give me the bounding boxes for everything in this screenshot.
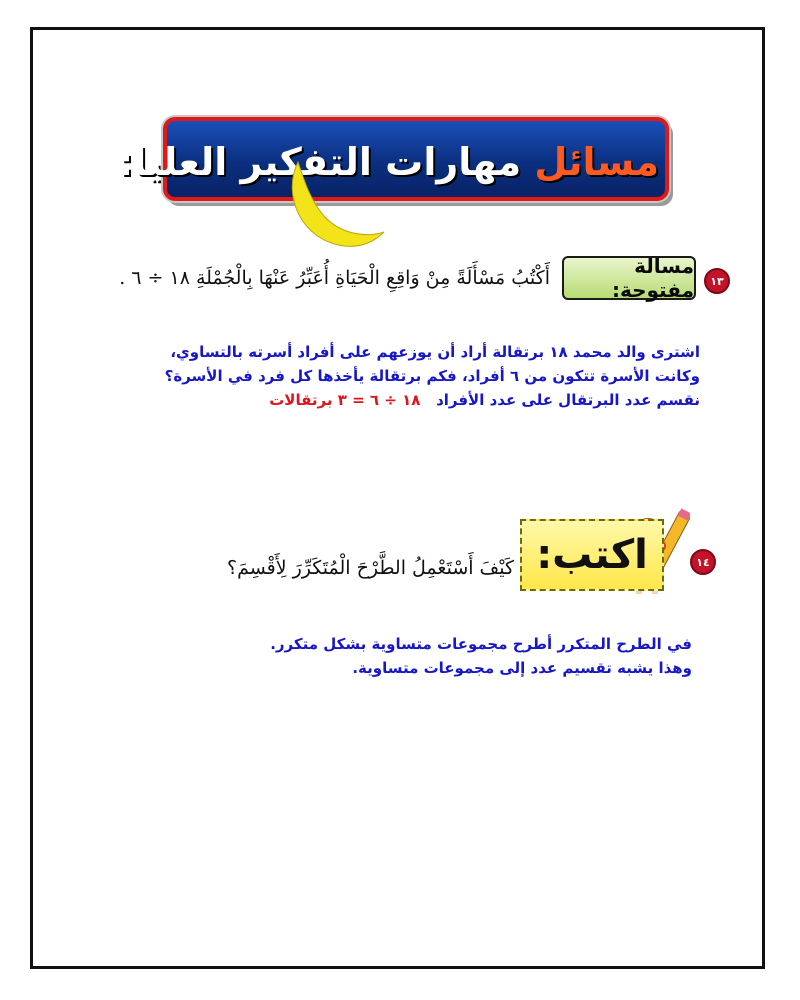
- page-title: [118, 129, 659, 195]
- answer-14-line-2: وهذا يشبه تقسيم عدد إلى مجموعات متساوية.: [352, 659, 692, 677]
- question-14-answer: [200, 632, 692, 680]
- crescent-moon-icon: [280, 154, 390, 264]
- header-banner: [118, 117, 669, 201]
- title-rest: مهارات التفكير العليا:: [118, 140, 535, 184]
- answer-14-line-1: في الطرح المتكرر أطرح مجموعات متساوية بشكل متكرر.: [270, 635, 692, 653]
- answer-13-calculation: ١٨ ÷ ٦ = ٣ برتقالات: [269, 391, 421, 409]
- question-13-text: أَكْتُبُ مَسْأَلَةً مِنْ وَاقِعِ الْحَيَاةِ أُعَبِّرُ عَنْهَا بِالْجُمْلَةِ ١٨ ÷ ٦ .: [119, 267, 550, 289]
- answer-13-line-2: وكانت الأسرة تتكون من ٦ أفراد، فكم برتقالة يأخذها كل فرد في الأسرة؟: [164, 367, 700, 385]
- open-problem-label: مسالة مفتوحة:: [562, 256, 696, 300]
- question-14-text: كَيْفَ أَسْتَعْمِلُ الطَّرْحَ الْمُتَكَرِّرَ لِأَقْسِمَ؟: [226, 557, 514, 579]
- question-13-answer: [96, 340, 700, 412]
- answer-13-line-3: [96, 388, 700, 412]
- answer-13-line-1: اشترى والد محمد ١٨ برتقالة أراد أن يوزعهم على أفراد أسرته بالتساوي،: [170, 343, 700, 361]
- title-highlight: مسائل: [534, 140, 659, 184]
- write-label: اكتب:: [520, 519, 664, 591]
- question-13-number-badge: ١٣: [704, 268, 730, 294]
- question-14-number-badge: ١٤: [690, 549, 716, 575]
- answer-13-line-3-prefix: نقسم عدد البرتقال على عدد الأفراد: [436, 391, 700, 409]
